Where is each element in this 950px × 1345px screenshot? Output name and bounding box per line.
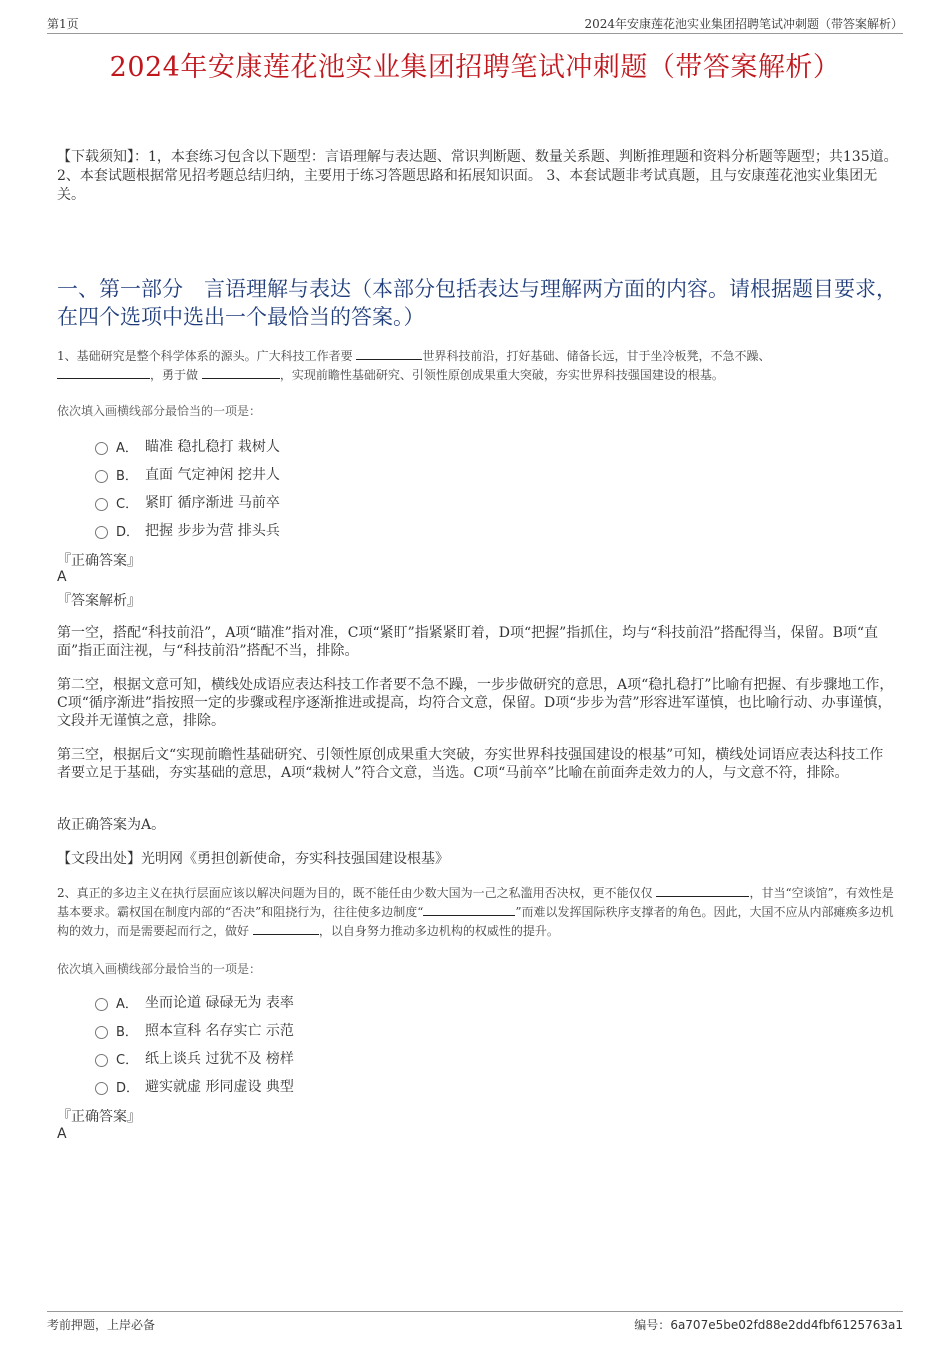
option-a[interactable]: A． 坐而论道 碌碌无为 表率 — [95, 988, 294, 1016]
correct-answer-label: 『正确答案』 — [57, 1109, 141, 1125]
radio-icon[interactable] — [95, 1054, 108, 1067]
question-1-options — [95, 432, 280, 544]
question-1-text: 1、基础研究是整个科学体系的源头。广大科技工作者要 世界科技前沿，打好基础、储备长远，甘于坐冷板凳，不急不躁、 ，勇于做 ，实现前瞻性基础研究、引领性原创成果重大突破，夯实世界科技强国建设的根基。 — [57, 349, 771, 382]
page-footer — [47, 1311, 903, 1332]
question-2-text: 2、真正的多边主义在执行层面应该以解决问题为目的，既不能任由少数大国为一己之私滥用否决权，更不能仅仅 ，甘当“空谈馆”，有效性是基本要求。霸权国在制度内部的“否决”和阻挠行为，往往使多边制度“ ”而难以发挥国际秩序支撑者的角色。因此，大国不应从内部瘫痪多边机构的效力，而是需要起而行之，做好 ，以自身努力推动多边机构的权威性的提升。 — [57, 886, 894, 938]
correct-answer-label: 『正确答案』 — [57, 553, 141, 569]
blank-1 — [356, 347, 422, 360]
section-heading: 一、第一部分 言语理解与表达（本部分包括表达与理解两方面的内容。请根据题目要求，在四个选项中选出一个最恰当的答案。） — [57, 277, 897, 329]
analysis-paragraph: 第二空，根据文意可知，横线处成语应表达科技工作者要不急不躁，一步步做研究的意思，A项“稳扎稳打”比喻有把握、有步骤地工作，C项“循序渐进”指按照一定的步骤或程序逐渐推进或提高，均符合文意，保留。D项“步步为营”形容进军谨慎，也比喻行动、办事谨慎，文段并无谨慎之意，排除。 — [57, 677, 894, 729]
correct-answer-value: A — [57, 1126, 67, 1142]
blank-1 — [656, 884, 749, 897]
option-d[interactable]: D． 把握 步步为营 排头兵 — [95, 516, 280, 544]
blank-3 — [253, 922, 319, 935]
answer-analysis-label: 『答案解析』 — [57, 593, 141, 609]
blank-3 — [202, 366, 280, 379]
download-notice: 【下载须知】：1，本套练习包含以下题型：言语理解与表达题、常识判断题、数量关系题、判断推理题和资料分析题等题型；共135道。 2、本套试题根据常见招考题总结归纳，主要用于练习答题思路和拓展知识面。 3、本套试题非考试真题，且与安康莲花池实业集团无关。 — [57, 149, 898, 203]
page-number: 第1页 — [47, 17, 79, 31]
radio-icon[interactable] — [95, 1082, 108, 1095]
page-header — [47, 13, 903, 34]
analysis-conclusion: 故正确答案为A。 — [57, 817, 166, 833]
radio-icon[interactable] — [95, 998, 108, 1011]
radio-icon[interactable] — [95, 470, 108, 483]
analysis-paragraph: 第三空，根据后文“实现前瞻性基础研究、引领性原创成果重大突破，夯实世界科技强国建设的根基”可知，横线处词语应表达科技工作者要立足于基础，夯实基础的意思，A项“栽树人”符合文意，当选。C项“马前卒”比喻在前面奔走效力的人，与文意不符，排除。 — [57, 747, 884, 781]
option-a[interactable]: A． 瞄准 稳扎稳打 栽树人 — [95, 432, 280, 460]
option-d[interactable]: D． 避实就虚 形同虚设 典型 — [95, 1072, 294, 1100]
option-c[interactable]: C． 纸上谈兵 过犹不及 榜样 — [95, 1044, 294, 1072]
question-2-options — [95, 988, 294, 1100]
document-code: 编号：6a707e5be02fd88e2dd4fbf6125763a1 — [634, 1318, 903, 1332]
radio-icon[interactable] — [95, 1026, 108, 1039]
question-2-hint: 依次填入画横线部分最恰当的一项是： — [57, 962, 262, 976]
footer-slogan: 考前押题，上岸必备 — [47, 1318, 156, 1332]
correct-answer-value: A — [57, 569, 67, 585]
option-b[interactable]: B． 直面 气定神闲 挖井人 — [95, 460, 280, 488]
radio-icon[interactable] — [95, 442, 108, 455]
question-1-hint: 依次填入画横线部分最恰当的一项是： — [57, 404, 262, 418]
option-c[interactable]: C． 紧盯 循序渐进 马前卒 — [95, 488, 280, 516]
source-citation: 【文段出处】光明网《勇担创新使命，夯实科技强国建设根基》 — [57, 851, 449, 867]
radio-icon[interactable] — [95, 526, 108, 539]
analysis-paragraph: 第一空，搭配“科技前沿”，A项“瞄准”指对准，C项“紧盯”指紧紧盯着，D项“把握”指抓住，均与“科技前沿”搭配得当，保留。B项“直面”指正面注视，与“科技前沿”搭配不当，排除。 — [57, 625, 879, 659]
blank-2 — [423, 903, 515, 916]
option-b[interactable]: B． 照本宣科 名存实亡 示范 — [95, 1016, 294, 1044]
radio-icon[interactable] — [95, 498, 108, 511]
header-doc-title: 2024年安康莲花池实业集团招聘笔试冲刺题（带答案解析） — [584, 17, 903, 31]
document-title: 2024年安康莲花池实业集团招聘笔试冲刺题（带答案解析） — [109, 52, 841, 83]
blank-2 — [57, 366, 150, 379]
